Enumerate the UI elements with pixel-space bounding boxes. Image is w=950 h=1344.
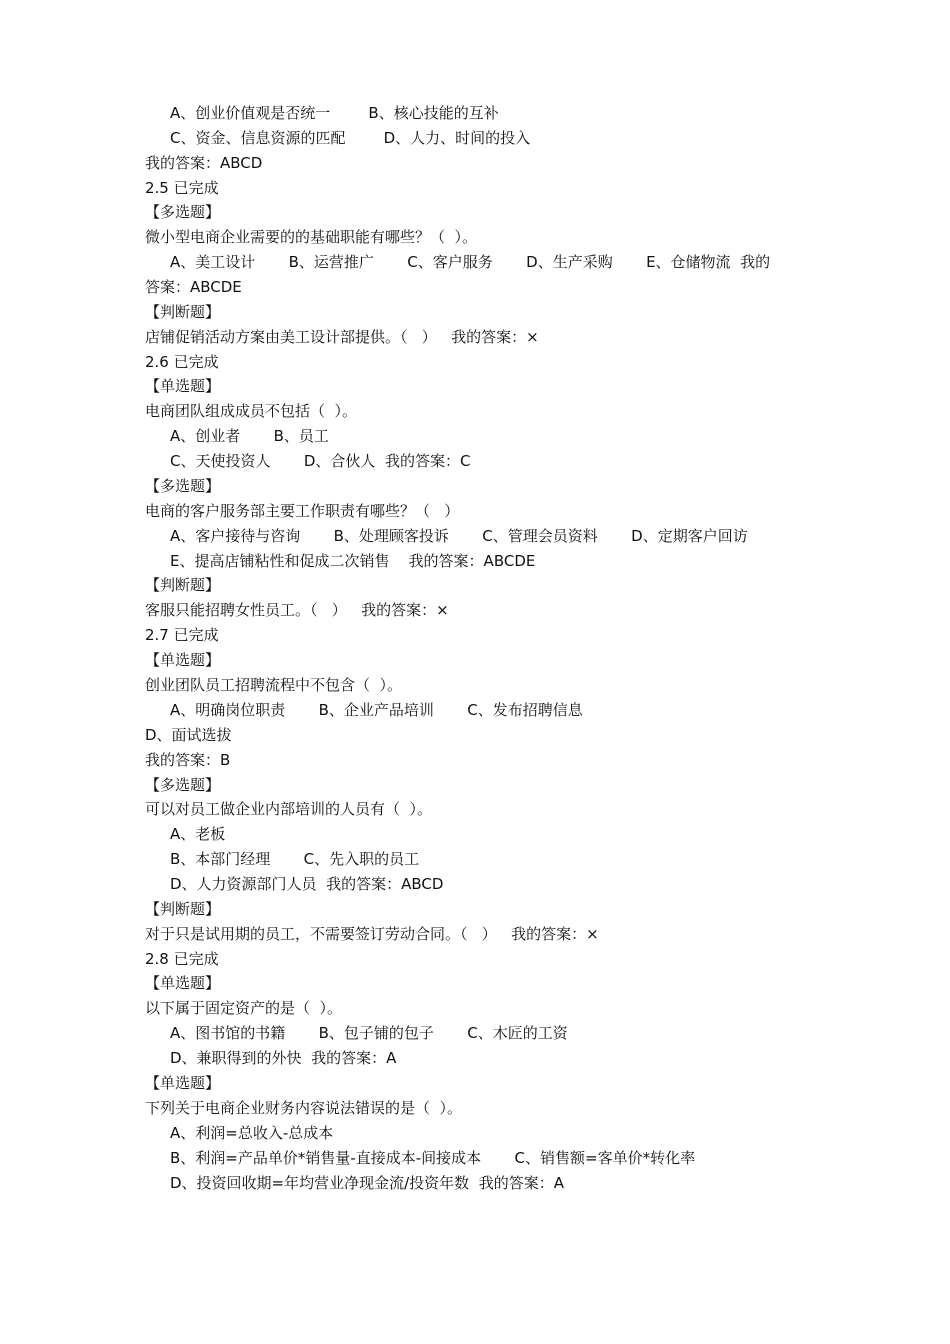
question-type: 【单选题】 [145,1074,221,1092]
option-line: A、明确岗位职责 B、企业产品培训 C、发布招聘信息 [170,701,583,719]
question-text: 店铺促销活动方案由美工设计部提供。（ ） 我的答案：× [145,328,539,346]
question-type: 【多选题】 [145,776,221,794]
question-type: 【单选题】 [145,974,221,992]
section-heading: 2.8 已完成 [145,950,219,968]
option-line: C、天使投资人 D、合伙人 我的答案：C [170,452,471,470]
answer-line: 我的答案：ABCD [145,154,263,172]
answer-line: 答案：ABCDE [145,278,242,296]
question-text: 以下属于固定资产的是（ ）。 [145,999,343,1017]
option-line: D、投资回收期=年均营业净现金流/投资年数 我的答案：A [170,1174,564,1192]
answer-line: 我的答案：B [145,751,231,769]
question-type: 【多选题】 [145,203,221,221]
question-type: 【多选题】 [145,477,221,495]
option-line: D、人力资源部门人员 我的答案：ABCD [170,875,444,893]
option-line: A、美工设计 B、运营推广 C、客户服务 D、生产采购 E、仓储物流 我的 [170,253,771,271]
section-heading: 2.5 已完成 [145,179,219,197]
option-line: C、资金、信息资源的匹配 D、人力、时间的投入 [170,129,531,147]
section-heading: 2.6 已完成 [145,353,219,371]
option-line: A、老板 [170,825,226,843]
option-line: B、利润=产品单价*销售量-直接成本-间接成本 C、销售额=客单价*转化率 [170,1149,696,1167]
question-type: 【判断题】 [145,900,221,918]
option-line: E、提高店铺粘性和促成二次销售 我的答案：ABCDE [170,552,536,570]
question-text: 微小型电商企业需要的的基础职能有哪些？（ ）。 [145,228,478,246]
question-text: 下列关于电商企业财务内容说法错误的是（ ）。 [145,1099,463,1117]
option-line: A、创业价值观是否统一 B、核心技能的互补 [170,104,499,122]
question-text: 电商的客户服务部主要工作职责有哪些？（ ） [145,502,460,520]
question-type: 【单选题】 [145,377,221,395]
question-text: 客服只能招聘女性员工。（ ） 我的答案：× [145,601,449,619]
question-text: 对于只是试用期的员工，不需要签订劳动合同。（ ） 我的答案：× [145,925,599,943]
option-line: A、创业者 B、员工 [170,427,329,445]
option-line: D、兼职得到的外快 我的答案：A [170,1049,397,1067]
option-line: B、本部门经理 C、先入职的员工 [170,850,420,868]
question-type: 【判断题】 [145,303,221,321]
question-type: 【判断题】 [145,576,221,594]
option-line: D、面试选拔 [145,726,232,744]
question-text: 电商团队组成成员不包括（ ）。 [145,402,358,420]
option-line: A、客户接待与咨询 B、处理顾客投诉 C、管理会员资料 D、定期客户回访 [170,527,748,545]
option-line: A、利润=总收入-总成本 [170,1124,334,1142]
question-text: 创业团队员工招聘流程中不包含（ ）。 [145,676,403,694]
question-type: 【单选题】 [145,651,221,669]
section-heading: 2.7 已完成 [145,626,219,644]
question-text: 可以对员工做企业内部培训的人员有（ ）。 [145,800,433,818]
option-line: A、图书馆的书籍 B、包子铺的包子 C、木匠的工资 [170,1024,568,1042]
